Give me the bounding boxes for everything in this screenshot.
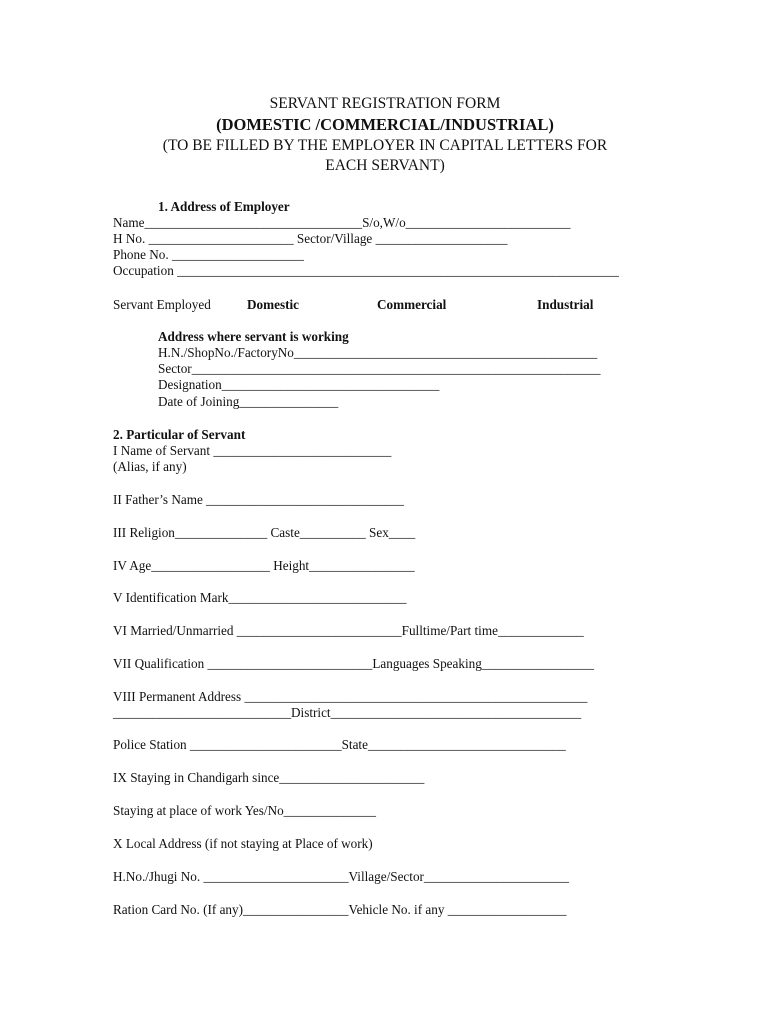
qualification-languages-field[interactable]: VII Qualification _________________________Languages Speaking_________________ xyxy=(113,656,594,671)
workplace-sector-field[interactable]: Sector______________________________________________________________ xyxy=(158,361,601,376)
servant-alias-label: (Alias, if any) xyxy=(113,459,187,474)
servant-name-field[interactable]: I Name of Servant ___________________________ xyxy=(113,443,392,458)
servant-employed-label: Servant Employed xyxy=(113,297,211,312)
form-instruction-line-2: EACH SERVANT) xyxy=(325,157,445,174)
workplace-designation-field[interactable]: Designation_________________________________ xyxy=(158,377,440,392)
marital-employment-field[interactable]: VI Married/Unmarried _________________________Fulltime/Part time_____________ xyxy=(113,623,584,638)
religion-caste-sex-field[interactable]: III Religion______________ Caste__________ Sex____ xyxy=(113,525,416,540)
permanent-district-field[interactable]: ___________________________District______________________________________ xyxy=(113,705,582,720)
age-height-field[interactable]: IV Age__________________ Height________________ xyxy=(113,558,415,573)
local-address-label: X Local Address (if not staying at Place of work) xyxy=(113,836,373,851)
staying-since-field[interactable]: IX Staying in Chandigarh since______________________ xyxy=(113,770,425,785)
employer-phone-field[interactable]: Phone No. ____________________ xyxy=(113,247,304,262)
father-name-field[interactable]: II Father’s Name ______________________________ xyxy=(113,492,404,507)
option-industrial[interactable]: Industrial xyxy=(537,297,594,312)
police-station-state-field[interactable]: Police Station _______________________State______________________________ xyxy=(113,737,566,752)
jhugi-village-field[interactable]: H.No./Jhugi No. ______________________Village/Sector______________________ xyxy=(113,869,569,884)
option-commercial[interactable]: Commercial xyxy=(377,297,447,312)
form-title: SERVANT REGISTRATION FORM xyxy=(269,95,501,112)
employer-house-field[interactable]: H No. ______________________ Sector/Village ____________________ xyxy=(113,231,508,246)
employer-occupation-field[interactable]: Occupation ___________________________________________________________________ xyxy=(113,263,619,278)
ration-vehicle-field[interactable]: Ration Card No. (If any)________________Vehicle No. if any __________________ xyxy=(113,902,567,917)
workplace-heading: Address where servant is working xyxy=(158,329,349,344)
workplace-joining-date-field[interactable]: Date of Joining_______________ xyxy=(158,394,339,409)
permanent-address-field[interactable]: VIII Permanent Address ____________________________________________________ xyxy=(113,689,588,704)
workplace-hno-field[interactable]: H.N./ShopNo./FactoryNo______________________________________________ xyxy=(158,345,598,360)
section-2-heading: 2. Particular of Servant xyxy=(113,427,246,442)
staying-at-work-field[interactable]: Staying at place of work Yes/No______________ xyxy=(113,803,376,818)
form-instruction-line-1: (TO BE FILLED BY THE EMPLOYER IN CAPITAL LETTERS FOR xyxy=(162,137,608,154)
section-1-heading: 1. Address of Employer xyxy=(158,199,290,214)
employer-name-field[interactable]: Name_________________________________S/o,W/o_________________________ xyxy=(113,215,571,230)
identification-mark-field[interactable]: V Identification Mark___________________________ xyxy=(113,590,407,605)
option-domestic[interactable]: Domestic xyxy=(247,297,299,312)
form-subtitle: (DOMESTIC /COMMERCIAL/INDUSTRIAL) xyxy=(216,115,554,134)
